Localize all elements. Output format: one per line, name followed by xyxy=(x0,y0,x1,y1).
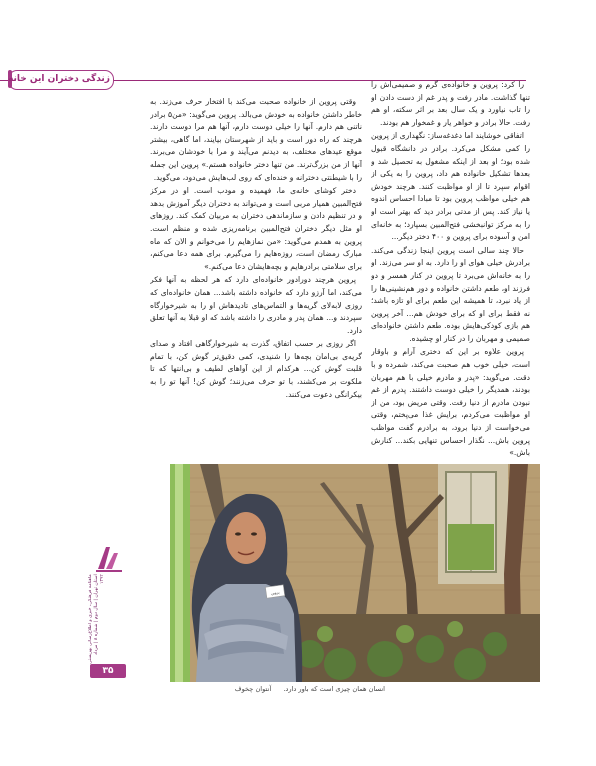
caption-credit: آنتوان چخوف xyxy=(234,685,272,693)
left-paragraph-4: اگر روزی بر حسب اتفاق، گذرت به شیرخوارگاهی افتاد و صدای گریه‌ی بی‌امان بچه‌ها را شنیدی، کمی دقیق‌تر گوش کن، با تمام قلبت گوش کن... هرکدام از این آواهای لطیف و بی‌انتها که تا ملکوت بر می‌کشند، با تو حرف می‌زنند؛ گوش کن! آنها تو را به بیکرانگی دعوت می‌کنند. xyxy=(150,339,362,399)
section-title: زندگی دختران این خانه xyxy=(8,74,110,84)
left-text-column xyxy=(150,96,362,466)
page-number: ۳۵ xyxy=(90,664,126,678)
magazine-logo-icon xyxy=(94,543,124,573)
right-paragraph-1: را کرد: پروین و خانواده‌ی گرم و صمیمی‌اش را تنها گذاشت. مادر رفت و پدر غم از دست دادن او را تاب نیاورد و یک سال بعد بر اثر سکته، او هم رفت. حالا برادر و خواهر یار و غمخوار هم بودند. xyxy=(371,80,530,127)
name-badge-text: پروین xyxy=(270,590,280,596)
issue-info: ماهنامه فرهنگی، خبری و اطلاع‌رسانی بهزیستی استان تهران | سال دوم | شماره ۸ | مرداد ۱۳۹۲ xyxy=(88,574,105,664)
portrait-photo xyxy=(170,464,540,682)
left-paragraph-3: پروین هرچند دورادور خانواده‌ای دارد که هر لحظه به آنها فکر می‌کند، اما آرزو دارد که خانواده داشته باشد... همان خانواده‌ای که روزی لابه‌لای گریه‌ها و التماس‌های تادیدهاش او را به شیرخوارگاه سپردند و... همان پدر و مادری را داشته باشد که او قبلا به آنها تعلق دارد. xyxy=(150,275,362,335)
right-text-column xyxy=(371,79,530,464)
left-paragraph-2: دختر کوشای خانه‌ی ما، فهمیده و مودب است. او در مرکز فتح‌المبین همیار مربی است و می‌تواند به دختران دیگر آموزش بدهد و در تنظیم دادن و سازماندهی دختران به مربیان کمک کند. روزهای او مثل دیگر دختران فتح‌المبین برنامه‌ریزی شده و منظم است. پروین به همدم می‌گوید: «من نمازهایم را می‌خوانم و الان که ماه مبارک رمضان است، روزه‌هایم را می‌گیرم. برای همه دعا می‌کنم، برای سلامتی برادرهایم و بچه‌هایشان دعا می‌کنم.» xyxy=(150,186,362,271)
left-paragraph-1: وقتی پروین از خانواده صحبت می‌کند با افتخار حرف می‌زند. به خاطر داشتن خانواده به خودش می‌بالد. پروین می‌گوید: «من۵ برادر ناتنی هم دارم. آنها را خیلی دوست دارم، آنها هم مرا دوست دارند. هرچند که راه دور است و باید از شهرستان بیایند، اما گاهی، بیشتر موقع عیدهای مختلف، به دیدنم می‌آیند و مرا با خودشان می‌برند. آنها از من بزرگ‌ترند. من تنها دختر خانواده هستم.» پروین این جمله را با شیطنتی دخترانه و خنده‌ای که روی لب‌هایش می‌دود، می‌گوید. xyxy=(150,97,362,182)
caption-quote: انسان همان چیزی است که باور دارد. xyxy=(283,685,385,693)
right-paragraph-2: اتفاقی خوشایند اما دغدغه‌ساز: نگهداری از پروین را کمی مشکل می‌کرد. برادر در دانشگاه قبول شده بود؛ او بعد از اینکه مشغول به تحصیل شد و بعدها تشکیل خانواده هم داد، پروین را به یکی از اقوام سپرد تا از او مواظبت کنند. هرچند خودش هم خیلی مواظب پروین بود تا مبادا احساس اندوه یا نیاز کند. پس از مدتی برادر دید که بهتر است او را به مرکز توانبخشی فتح‌المبین بسپارد؛ به خانه‌ای امن و آسوده برای پروین و ۴۰۰ دختر دیگر... xyxy=(371,131,530,242)
right-paragraph-3: حالا چند سالی است پروین اینجا زندگی می‌کند. برادرش خیلی هوای او را دارد. به او سر می‌زند. او را به خانه‌اش می‌برد تا پروین در کنار همسر و دو فرزند او، طعم داشتن خانواده و دور هم‌نشینی‌ها را از یاد نبرد، تا همیشه این طعم برای او تازه باشد؛ نه فقط برای او که برای خودش هم... آخر پروین هم بازی کودکی‌هایش بوده. طعم داشتن خانواده‌ای صمیمی و مهربان را در کنار او چشیده. xyxy=(371,245,530,343)
right-paragraph-4: پروین علاوه بر این که دختری آرام و باوقار است، خیلی خوب هم صحبت می‌کند، شمرده و با دقت. می‌گوید: «پدر و مادرم خیلی با هم مهربان بودند، همدیگر را خیلی دوست داشتند. پدرم از غم نبودن مادرم از دنیا رفت. وقتی مریض بود، من از او مواظبت می‌کردم، برایش غذا می‌پختم، وقتی می‌خواست از دنیا برود، به برادرم گفت مواظب پروین باش... نگذار احساس تنهایی بکند... کنارش باش.» xyxy=(371,347,530,458)
photo-caption xyxy=(225,685,385,693)
